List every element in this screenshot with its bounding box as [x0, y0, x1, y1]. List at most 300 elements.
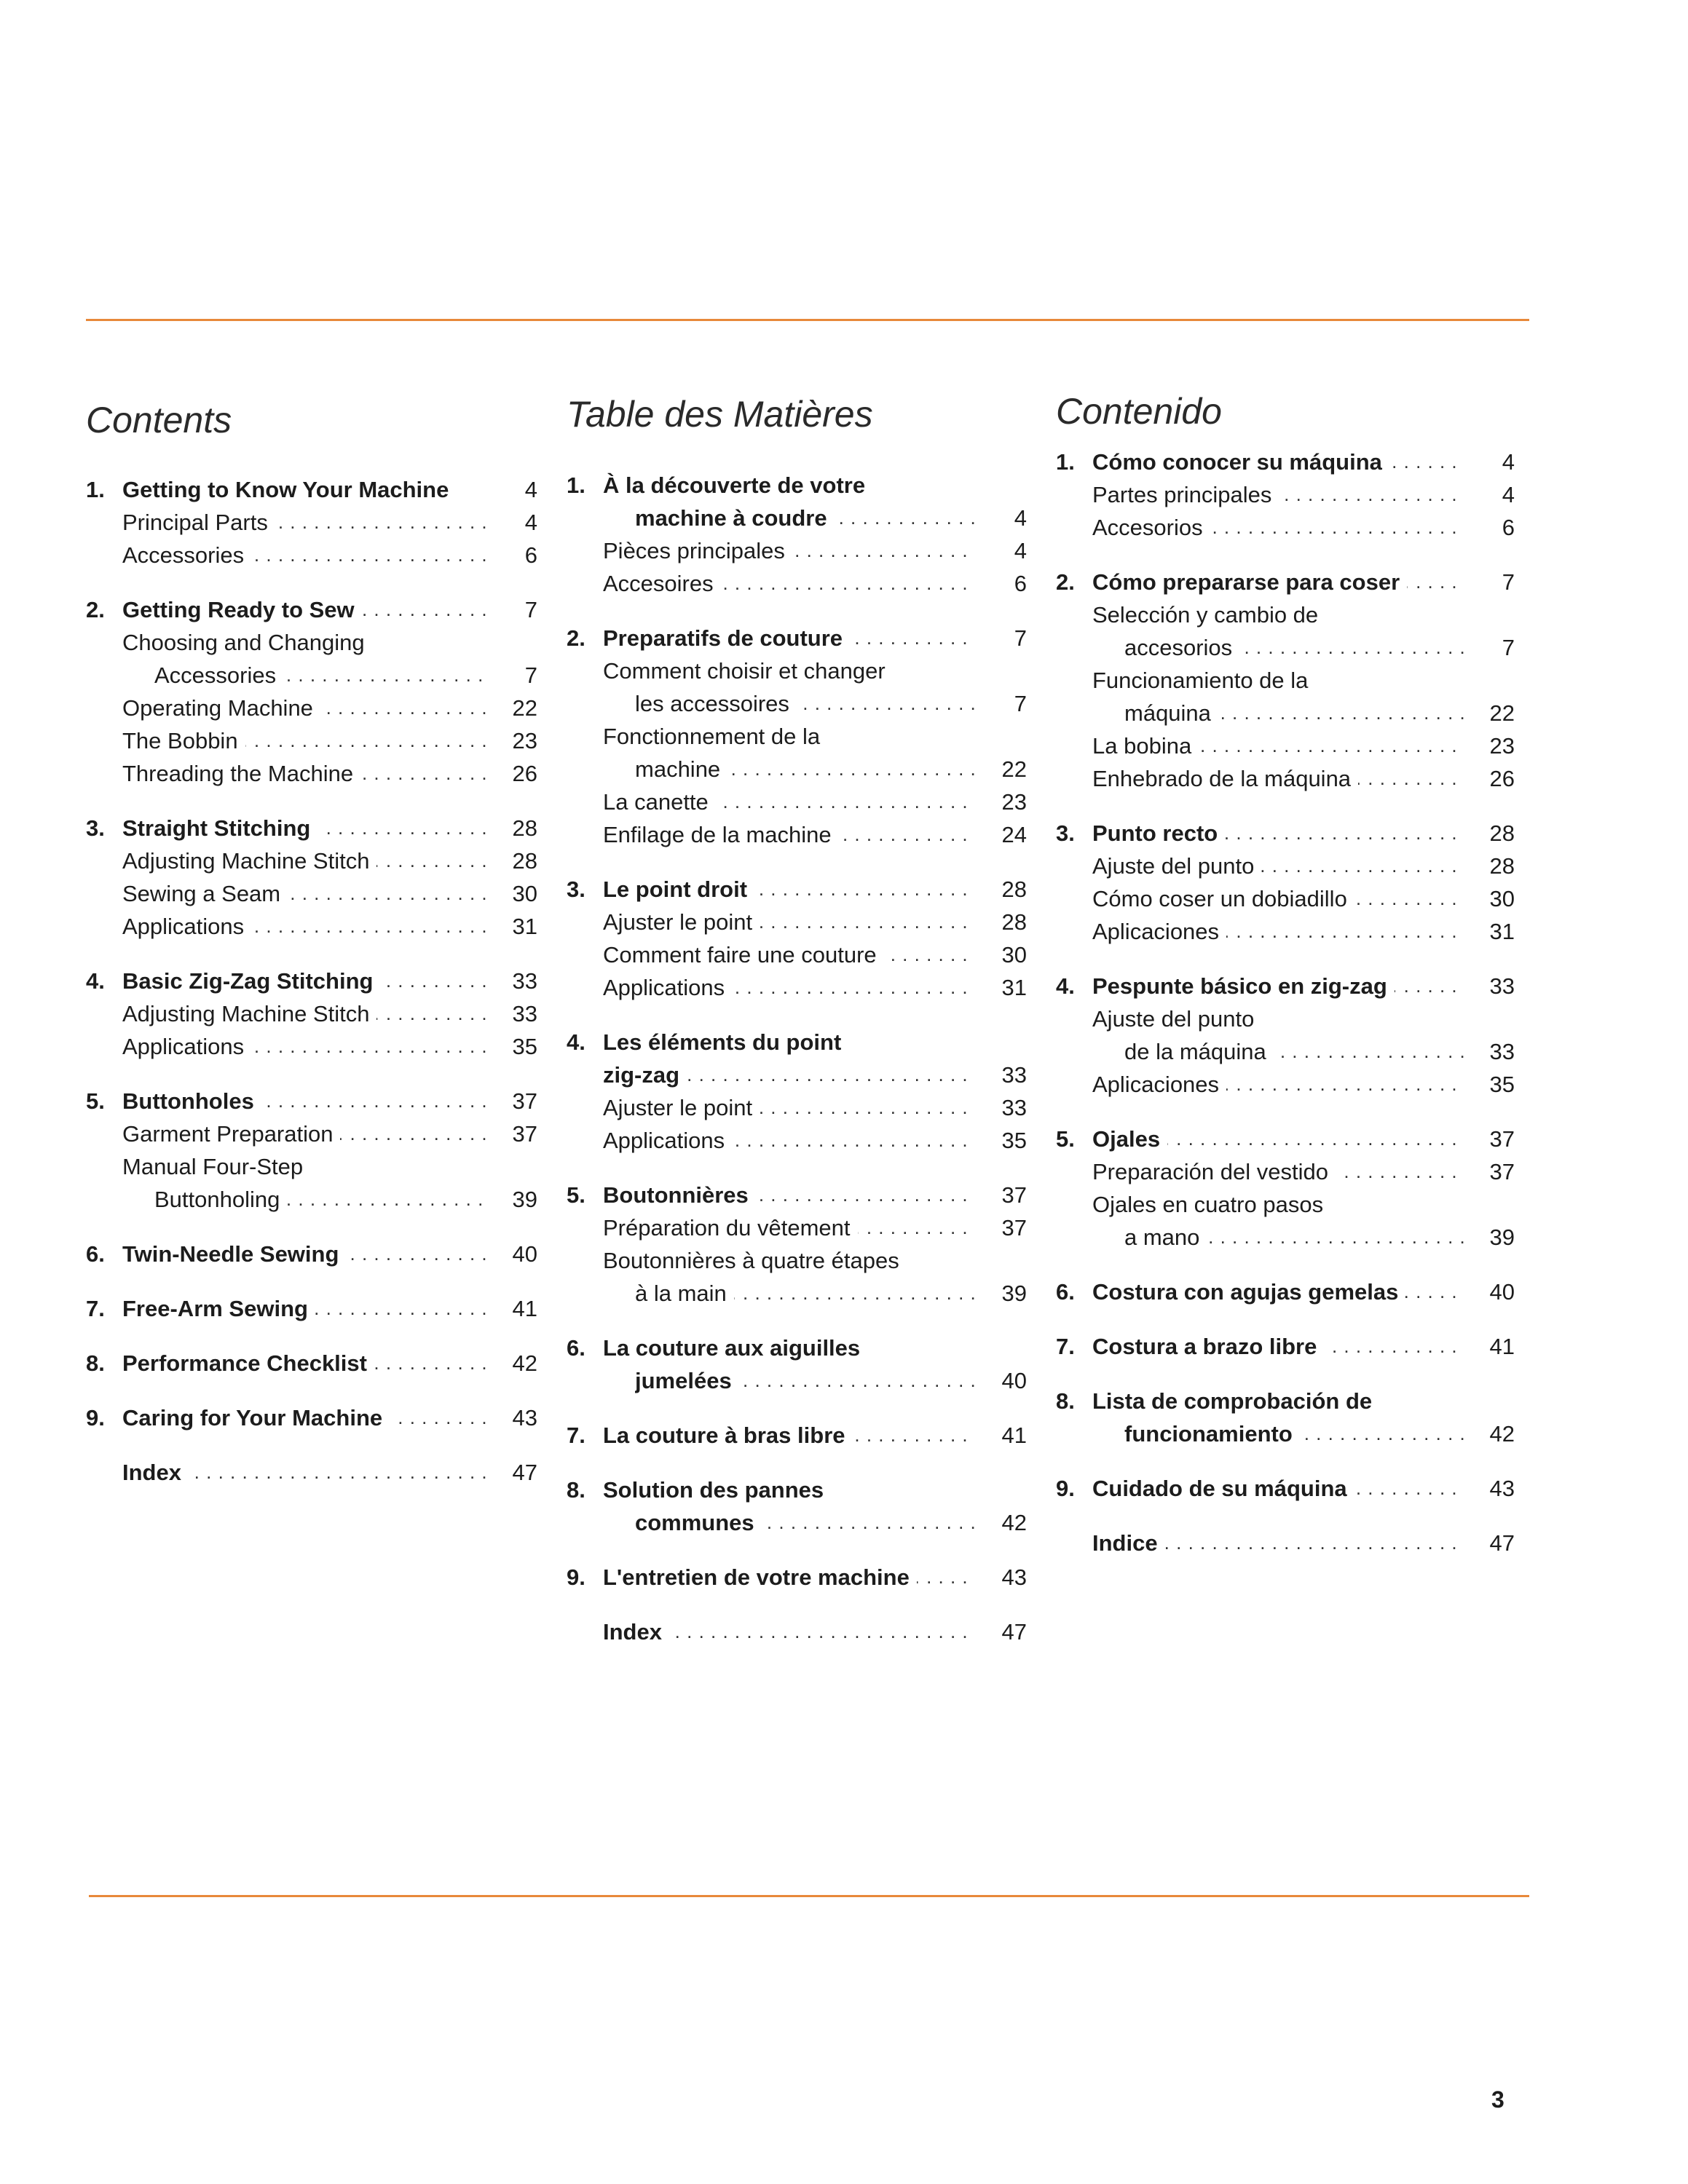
- toc-entry: [1056, 511, 1515, 544]
- entry-page: 35: [1001, 1128, 1027, 1153]
- entry-label: [603, 534, 976, 567]
- entry-label-text: Ojales en cuatro pasos: [1092, 1192, 1330, 1217]
- toc-entry: [86, 1030, 537, 1063]
- entry-number: 4.: [567, 1029, 585, 1055]
- toc-entry: [567, 938, 1027, 971]
- entry-label: [603, 469, 976, 502]
- row-spacer: [567, 851, 1027, 873]
- toc-entry: [567, 654, 1027, 687]
- toc-entry: [567, 1179, 1027, 1211]
- row-spacer: [1056, 544, 1515, 566]
- bottom-orange-rule: [89, 1895, 1529, 1897]
- entry-label-text: Comment choisir et changer: [603, 658, 893, 684]
- entry-page: 7: [524, 597, 537, 622]
- entry-page: 43: [1489, 1476, 1515, 1501]
- entry-label-text: Le point droit: [603, 877, 754, 902]
- toc-entry: [86, 539, 537, 571]
- entry-label: [603, 1419, 976, 1452]
- entry-label: [603, 873, 976, 906]
- row-spacer: [567, 1157, 1027, 1179]
- row-spacer: [1056, 1308, 1515, 1330]
- entry-label-text: Aplicaciones: [1092, 919, 1226, 944]
- entry-label: [122, 1117, 486, 1150]
- toc-entry: [86, 997, 537, 1030]
- entry-page: 30: [1001, 942, 1027, 968]
- toc-entry: [1056, 1123, 1515, 1155]
- entry-label: [1092, 1527, 1464, 1559]
- entry-label-text: Twin-Needle Sewing: [122, 1241, 346, 1267]
- toc-entry: [1056, 850, 1515, 882]
- entry-label: [122, 1085, 486, 1117]
- entry-label: [603, 1561, 976, 1594]
- entry-label: [122, 539, 486, 571]
- row-spacer: [86, 571, 537, 593]
- entry-label-text: La couture aux aiguilles: [603, 1335, 867, 1361]
- entry-page: 33: [512, 1001, 537, 1026]
- entry-label: [603, 786, 976, 818]
- entry-label: [603, 654, 976, 687]
- entry-number: 7.: [86, 1296, 105, 1321]
- entry-page: 33: [1001, 1095, 1027, 1120]
- entry-page: 47: [1489, 1530, 1515, 1556]
- toc-entry: [1056, 478, 1515, 511]
- toc-entry: [1056, 1417, 1515, 1450]
- entry-label: [1092, 762, 1464, 795]
- entry-page: 47: [1001, 1619, 1027, 1645]
- entry-label-text: Applications: [122, 914, 251, 939]
- entry-label: [122, 877, 486, 910]
- row-spacer: [1056, 1254, 1515, 1275]
- entry-label-text: Punto recto: [1092, 820, 1225, 846]
- entry-number: 6.: [567, 1335, 585, 1361]
- entry-label-text: Cómo prepararse para coser: [1092, 569, 1407, 595]
- row-spacer: [86, 1380, 537, 1401]
- entry-number: 7.: [567, 1423, 585, 1448]
- top-orange-rule: [86, 319, 1529, 321]
- entry-label-text: Les éléments du point: [603, 1029, 848, 1055]
- entry-page: 23: [1489, 733, 1515, 759]
- toc-entry: [567, 786, 1027, 818]
- toc-entry: [1056, 729, 1515, 762]
- entry-label: [122, 1347, 486, 1380]
- entry-label-text: Ajuster le point: [603, 909, 760, 935]
- entry-label-text: Operating Machine: [122, 695, 320, 721]
- entry-label-text: Accesorios: [1092, 515, 1210, 540]
- entry-number: 2.: [1056, 569, 1075, 595]
- entry-label-text: Principal Parts: [122, 510, 275, 535]
- entry-label-text: Caring for Your Machine: [122, 1405, 390, 1431]
- entry-page: 35: [512, 1034, 537, 1059]
- entry-page: 47: [512, 1460, 537, 1485]
- row-spacer: [567, 1539, 1027, 1561]
- toc-entry: [86, 1238, 537, 1270]
- entry-label-text: Enhebrado de la máquina: [1092, 766, 1358, 791]
- row-spacer: [567, 1594, 1027, 1615]
- entry-label-text: Pièces principales: [603, 538, 792, 563]
- entry-page: 37: [512, 1121, 537, 1147]
- toc-entry: [86, 1347, 537, 1380]
- entry-label-text: Getting to Know Your Machine: [122, 477, 456, 502]
- entry-page: 33: [1489, 1039, 1515, 1064]
- toc-entry: [86, 757, 537, 790]
- toc-entry: [86, 1183, 537, 1216]
- entry-label: [1124, 1035, 1464, 1068]
- entry-page: 39: [512, 1187, 537, 1212]
- entry-label-text: L'entretien de votre machine: [603, 1564, 917, 1590]
- column-title: Table des Matières: [567, 394, 873, 435]
- toc-entry: [86, 812, 537, 844]
- entry-page: 39: [1001, 1281, 1027, 1306]
- toc-entry: [1056, 970, 1515, 1002]
- entry-page: 40: [1489, 1279, 1515, 1305]
- entry-label-text: Comment faire une couture: [603, 942, 884, 968]
- entry-label: [1092, 598, 1464, 631]
- entry-label: [603, 1091, 976, 1124]
- toc-entry: [86, 910, 537, 943]
- row-spacer: [1056, 948, 1515, 970]
- toc-entry: [567, 1244, 1027, 1277]
- entry-label: [1092, 1188, 1464, 1221]
- entry-label-text: La couture à bras libre: [603, 1423, 853, 1448]
- toc-entry: [567, 1506, 1027, 1539]
- toc-entry: [567, 502, 1027, 534]
- toc-entry: [567, 1124, 1027, 1157]
- entry-label-text: Funcionamiento de la: [1092, 668, 1315, 693]
- entry-label-text: Pespunte básico en zig-zag: [1092, 973, 1395, 999]
- entry-number: 4.: [1056, 973, 1075, 999]
- entry-page: 26: [1489, 766, 1515, 791]
- entry-number: 8.: [1056, 1388, 1075, 1414]
- entry-label: [122, 757, 486, 790]
- entry-label-text: Applications: [122, 1034, 251, 1059]
- entry-label: [635, 687, 976, 720]
- entry-label-text: Threading the Machine: [122, 761, 360, 786]
- toc-entry: [86, 1117, 537, 1150]
- toc-entry: [567, 687, 1027, 720]
- row-spacer: [567, 1004, 1027, 1026]
- entry-page: 4: [1502, 449, 1515, 475]
- toc-entry: [86, 1150, 537, 1183]
- entry-page: 33: [512, 968, 537, 994]
- entry-page: 37: [1489, 1126, 1515, 1152]
- entry-label-text: Preparación del vestido: [1092, 1159, 1336, 1184]
- entry-label: [603, 1124, 976, 1157]
- entry-label-text: Adjusting Machine Stitch: [122, 1001, 376, 1026]
- entry-page: 41: [1001, 1423, 1027, 1448]
- entry-page: 4: [1502, 482, 1515, 507]
- entry-label-text: machine à coudre: [635, 505, 835, 531]
- toc-entry: [567, 1473, 1027, 1506]
- entry-label: [603, 567, 976, 600]
- entry-page: 40: [512, 1241, 537, 1267]
- toc-entry: [86, 626, 537, 659]
- entry-label: [603, 938, 976, 971]
- entry-page: 26: [512, 761, 537, 786]
- toc-entry: [1056, 882, 1515, 915]
- entry-number: 2.: [86, 597, 105, 622]
- toc-entry: [1056, 1275, 1515, 1308]
- entry-label: [603, 1473, 976, 1506]
- column-title: Contenido: [1056, 391, 1222, 432]
- entry-page: 22: [512, 695, 537, 721]
- entry-label: [603, 1026, 976, 1059]
- entry-label-text: Indice: [1092, 1530, 1165, 1556]
- entry-number: 6.: [1056, 1279, 1075, 1305]
- entry-label-text: Ajuste del punto: [1092, 853, 1261, 879]
- entry-label-text: Applications: [603, 1128, 732, 1153]
- toc-entry: [1056, 1330, 1515, 1363]
- toc-entry: [567, 818, 1027, 851]
- entry-label-text: Free-Arm Sewing: [122, 1296, 315, 1321]
- entry-label-text: à la main: [635, 1281, 734, 1306]
- entry-page: 28: [1489, 853, 1515, 879]
- entry-label-text: Cómo conocer su máquina: [1092, 449, 1389, 475]
- entry-label-text: Cómo coser un dobiadillo: [1092, 886, 1354, 911]
- toc-entry: [86, 1401, 537, 1434]
- entry-label: [122, 1238, 486, 1270]
- entry-page: 31: [1001, 975, 1027, 1000]
- entry-label-text: Index: [122, 1460, 189, 1485]
- entry-label: [1092, 970, 1464, 1002]
- entry-label: [154, 659, 486, 692]
- row-spacer: [1056, 1363, 1515, 1385]
- entry-page: 4: [1014, 538, 1027, 563]
- entry-page: 35: [1489, 1072, 1515, 1097]
- row-spacer: [567, 600, 1027, 622]
- entry-page: 4: [1014, 505, 1027, 531]
- entry-label-text: Boutonnières à quatre étapes: [603, 1248, 907, 1273]
- entry-number: 1.: [1056, 449, 1075, 475]
- entry-label-text: Cuidado de su máquina: [1092, 1476, 1354, 1501]
- entry-page: 28: [1001, 909, 1027, 935]
- entry-label: [1092, 446, 1464, 478]
- entry-label: [635, 1506, 976, 1539]
- entry-page: 7: [1502, 635, 1515, 660]
- column-title: Contents: [86, 400, 232, 440]
- entry-label-text: Straight Stitching: [122, 815, 318, 841]
- entry-page: 37: [512, 1088, 537, 1114]
- entry-label: [603, 1059, 976, 1091]
- toc-entry: [567, 1277, 1027, 1310]
- row-spacer: [86, 1325, 537, 1347]
- entry-number: 9.: [567, 1564, 585, 1590]
- toc-entry: [86, 593, 537, 626]
- entry-label-text: Fonctionnement de la: [603, 724, 827, 749]
- entry-label-text: Costura con agujas gemelas: [1092, 1279, 1405, 1305]
- toc-entry: [86, 692, 537, 724]
- entry-label: [635, 753, 976, 786]
- entry-label-text: machine: [635, 756, 727, 782]
- entry-label: [635, 1364, 976, 1397]
- entry-label-text: a mano: [1124, 1224, 1207, 1250]
- entry-page: 7: [524, 662, 537, 688]
- entry-label-text: Applications: [603, 975, 732, 1000]
- entry-page: 22: [1001, 756, 1027, 782]
- entry-page: 22: [1489, 700, 1515, 726]
- entry-label-text: Enfilage de la machine: [603, 822, 839, 847]
- row-spacer: [86, 1434, 537, 1456]
- entry-label-text: Solution des pannes: [603, 1477, 831, 1503]
- toc-entry: [86, 724, 537, 757]
- entry-label-text: Partes principales: [1092, 482, 1279, 507]
- toc-entry: [1056, 817, 1515, 850]
- entry-page: 42: [1489, 1421, 1515, 1447]
- entry-number: 7.: [1056, 1334, 1075, 1359]
- entry-label: [1092, 1068, 1464, 1101]
- entry-page: 7: [1502, 569, 1515, 595]
- entry-number: 3.: [86, 815, 105, 841]
- entry-label-text: Accesoires: [603, 571, 721, 596]
- row-spacer: [86, 1063, 537, 1085]
- toc-entry: [1056, 1472, 1515, 1505]
- toc-entry: [1056, 598, 1515, 631]
- entry-label: [603, 1244, 976, 1277]
- entry-page: 33: [1001, 1062, 1027, 1088]
- entry-label: [1092, 664, 1464, 697]
- entry-page: 28: [1001, 877, 1027, 902]
- toc-entry: [86, 1085, 537, 1117]
- entry-label: [1092, 850, 1464, 882]
- entry-page: 42: [512, 1350, 537, 1376]
- row-spacer: [86, 943, 537, 965]
- entry-label: [122, 1030, 486, 1063]
- toc-entry: [1056, 566, 1515, 598]
- entry-number: 1.: [86, 477, 105, 502]
- entry-label: [122, 626, 486, 659]
- entry-label-text: de la máquina: [1124, 1039, 1274, 1064]
- toc-entry: [567, 622, 1027, 654]
- entry-label-text: Costura a brazo libre: [1092, 1334, 1324, 1359]
- row-spacer: [1056, 1101, 1515, 1123]
- toc-entry: [86, 965, 537, 997]
- entry-label: [122, 506, 486, 539]
- page-number: 3: [1491, 2086, 1504, 2113]
- entry-label-text: La canette: [603, 789, 716, 815]
- toc-entry: [567, 753, 1027, 786]
- entry-label-text: jumelées: [635, 1368, 739, 1393]
- entry-label: [122, 1150, 486, 1183]
- entry-label: [122, 692, 486, 724]
- entry-label: [603, 622, 976, 654]
- entry-label: [1092, 1155, 1464, 1188]
- entry-label-text: Boutonnières: [603, 1182, 756, 1208]
- toc-entry: [567, 906, 1027, 938]
- entry-label: [122, 997, 486, 1030]
- entry-label-text: communes: [635, 1510, 762, 1535]
- toc-entry: [567, 1211, 1027, 1244]
- entry-label: [122, 965, 486, 997]
- row-spacer: [86, 1216, 537, 1238]
- entry-page: 23: [1001, 789, 1027, 815]
- entry-label-text: Performance Checklist: [122, 1350, 374, 1376]
- entry-page: 40: [1001, 1368, 1027, 1393]
- toc-entry: [567, 534, 1027, 567]
- entry-page: 7: [1014, 625, 1027, 651]
- entry-label: [122, 910, 486, 943]
- toc-entry: [86, 1292, 537, 1325]
- toc-entry: [86, 506, 537, 539]
- row-spacer: [567, 1310, 1027, 1332]
- entry-label: [603, 1615, 976, 1648]
- toc-entry: [1056, 1527, 1515, 1559]
- toc-entry: [567, 1615, 1027, 1648]
- entry-number: 8.: [86, 1350, 105, 1376]
- entry-label-text: Manual Four-Step: [122, 1154, 310, 1179]
- entry-page: 39: [1489, 1224, 1515, 1250]
- entry-number: 2.: [567, 625, 585, 651]
- entry-label-text: Aplicaciones: [1092, 1072, 1226, 1097]
- entry-page: 28: [512, 848, 537, 874]
- toc-entry: [1056, 1221, 1515, 1254]
- entry-label-text: Garment Preparation: [122, 1121, 340, 1147]
- toc-list: [86, 473, 537, 1489]
- toc-list: [1056, 446, 1515, 1559]
- entry-page: 31: [512, 914, 537, 939]
- entry-label: [1124, 1417, 1464, 1450]
- entry-label: [122, 844, 486, 877]
- entry-label: [1092, 729, 1464, 762]
- entry-label-text: Index: [603, 1619, 669, 1645]
- toc-entry: [1056, 1068, 1515, 1101]
- entry-page: 23: [512, 728, 537, 753]
- toc-entry: [567, 1364, 1027, 1397]
- entry-number: 4.: [86, 968, 105, 994]
- entry-label: [603, 1179, 976, 1211]
- entry-label: [122, 473, 486, 506]
- toc-entry: [1056, 1002, 1515, 1035]
- toc-entry: [1056, 697, 1515, 729]
- entry-page: 4: [524, 510, 537, 535]
- entry-label: [1092, 1275, 1464, 1308]
- entry-page: 43: [512, 1405, 537, 1431]
- toc-entry: [1056, 1385, 1515, 1417]
- entry-label: [1092, 566, 1464, 598]
- entry-label-text: Selección y cambio de: [1092, 602, 1325, 628]
- entry-label: [122, 724, 486, 757]
- toc-entry: [1056, 1155, 1515, 1188]
- entry-label: [603, 1211, 976, 1244]
- entry-label: [603, 818, 976, 851]
- entry-label: [1092, 1472, 1464, 1505]
- entry-page: 43: [1001, 1564, 1027, 1590]
- entry-label: [1092, 915, 1464, 948]
- entry-label-text: Ojales: [1092, 1126, 1167, 1152]
- entry-label-text: Getting Ready to Sew: [122, 597, 362, 622]
- row-spacer: [86, 790, 537, 812]
- toc-entry: [1056, 1188, 1515, 1221]
- entry-number: 3.: [1056, 820, 1075, 846]
- toc-entry: [1056, 631, 1515, 664]
- entry-page: 41: [1489, 1334, 1515, 1359]
- entry-number: 1.: [567, 472, 585, 498]
- toc-entry: [567, 971, 1027, 1004]
- toc-entry: [86, 844, 537, 877]
- entry-number: 9.: [1056, 1476, 1075, 1501]
- entry-label-text: funcionamiento: [1124, 1421, 1300, 1447]
- toc-entry: [567, 720, 1027, 753]
- entry-label: [1124, 1221, 1464, 1254]
- entry-page: 42: [1001, 1510, 1027, 1535]
- entry-label: [1124, 697, 1464, 729]
- entry-page: 37: [1001, 1182, 1027, 1208]
- toc-entry: [86, 877, 537, 910]
- entry-page: 41: [512, 1296, 537, 1321]
- entry-label-text: máquina: [1124, 700, 1218, 726]
- entry-label: [122, 1456, 486, 1489]
- entry-label-text: accesorios: [1124, 635, 1239, 660]
- toc-entry: [86, 659, 537, 692]
- entry-label: [635, 1277, 976, 1310]
